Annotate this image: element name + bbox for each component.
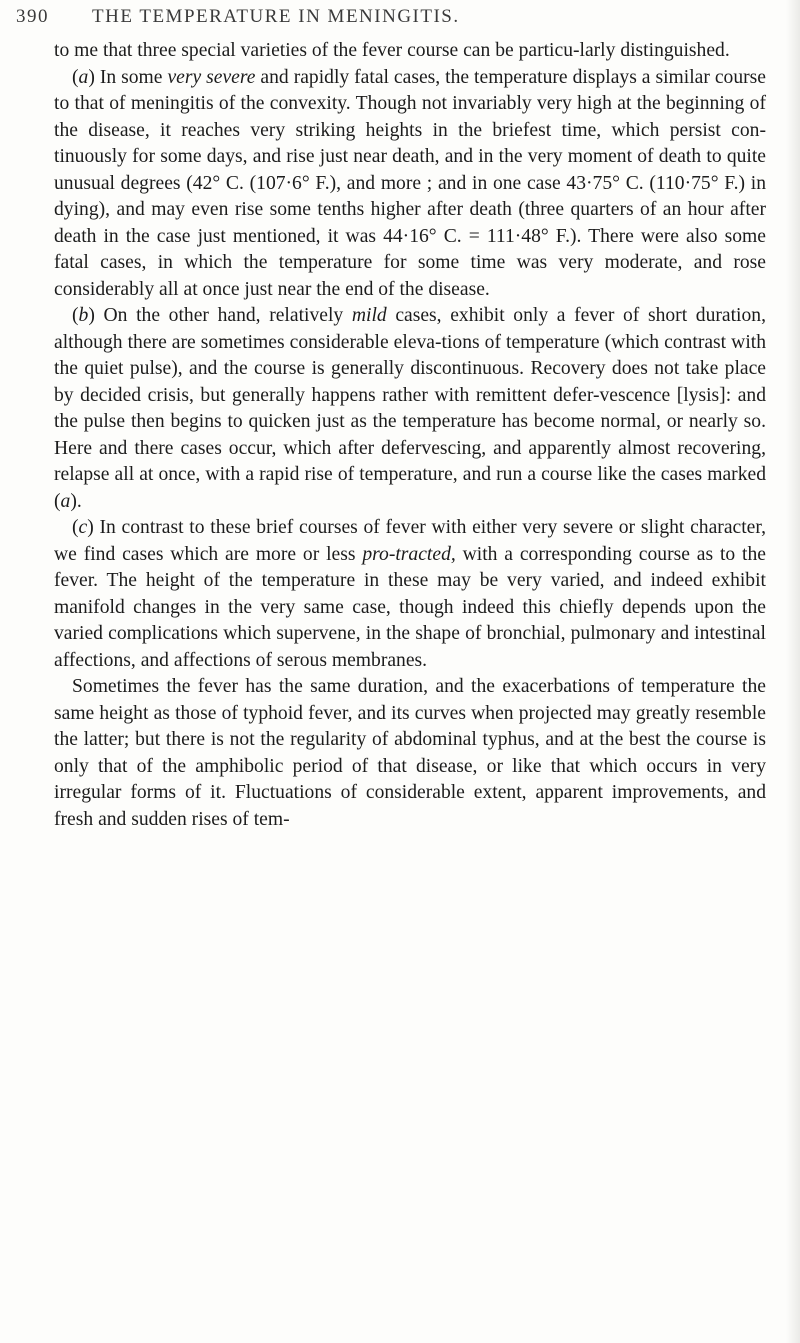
paragraph bbox=[54, 674, 766, 833]
page-header bbox=[16, 6, 786, 30]
italic-text: a bbox=[60, 490, 71, 512]
running-head: THE TEMPERATURE IN MENINGITIS. bbox=[92, 6, 460, 27]
text-run: ). bbox=[70, 490, 82, 512]
text-run: and rapidly fatal cases, the temperature displays a similar course to that of meningitis of the convexity. Though not invariably very high at the beginning of the disease, it reaches very striking heights in the briefest time, which persist con-tinuously for some days, and rise just near death, and in the very moment of death to quite unusual degrees (42° C. (107·6° F.), and more ; and in one case 43·75° C. (110·75° F.) in dying), and may even rise some tenths higher after death (three quarters of an hour after death in the case just mentioned, it was 44·16° C. = 111·48° F.). There were also some fatal cases, in which the temperature for some time was very moderate, and rose considerably all at once just near the end of the disease. bbox=[54, 66, 766, 300]
text-run: ( bbox=[72, 305, 79, 326]
paragraph bbox=[54, 515, 766, 674]
italic-text: c bbox=[78, 517, 88, 538]
page-number: 390 bbox=[16, 6, 49, 27]
italic-text: a bbox=[78, 66, 89, 88]
italic-text: mild bbox=[351, 305, 387, 326]
text-run: with a corresponding course as to the fever. The height of the temperature in these may be very varied, and indeed exhibit manifold changes in the very same case, though indeed this chiefly depends upon the varied complications which supervene, in the shape of bronchial, pulmonary and intestinal affections, and affections of serous membranes. bbox=[54, 543, 766, 671]
italic-text: very severe bbox=[167, 66, 256, 88]
text-run: to me that three special varieties of the fever course can be particu-larly distinguished. bbox=[54, 40, 730, 61]
italic-text: pro-tracted, bbox=[362, 543, 456, 565]
text-run: ) In some bbox=[88, 66, 168, 88]
italic-text: b bbox=[78, 305, 89, 326]
body-text bbox=[54, 38, 766, 833]
paragraph bbox=[54, 303, 766, 515]
text-run: ( bbox=[72, 66, 79, 88]
page-edge-shadow bbox=[786, 0, 800, 1343]
paragraph-continuation bbox=[54, 38, 766, 65]
text-run: ( bbox=[72, 517, 79, 538]
text-run: cases, exhibit only a fever of short duration, although there are sometimes considerable eleva-tions of temperature (which contrast with the quiet pulse), and the course is generally discontinuous. Recovery does not take place by decided crisis, but generally happens rather with remittent defer-vescence [lysis]: and the pulse then begins to quicken just as the temperature has become normal, or nearly so. Here and there cases occur, which after defervescing, and apparently almost recovering, relapse all at once, with a rapid rise of temperature, and run a course like the cases marked ( bbox=[54, 305, 766, 512]
text-run: Sometimes the fever has the same duration, and the exacerbations of temperature the same height as those of typhoid fever, and its curves when projected may greatly resemble the latter; but there is not the regularity of abdominal typhus, and at the best the course is only that of the amphibolic period of that disease, or like that which occurs in very irregular forms of it. Fluctuations of considerable extent, apparent improvements, and fresh and sudden rises of tem- bbox=[54, 676, 766, 830]
text-run: ) On the other hand, relatively bbox=[88, 305, 352, 326]
text-run: ) In contrast to these brief courses of fever with either very severe or slight character, we find cases which are more or less bbox=[54, 517, 766, 565]
paragraph bbox=[54, 65, 766, 304]
